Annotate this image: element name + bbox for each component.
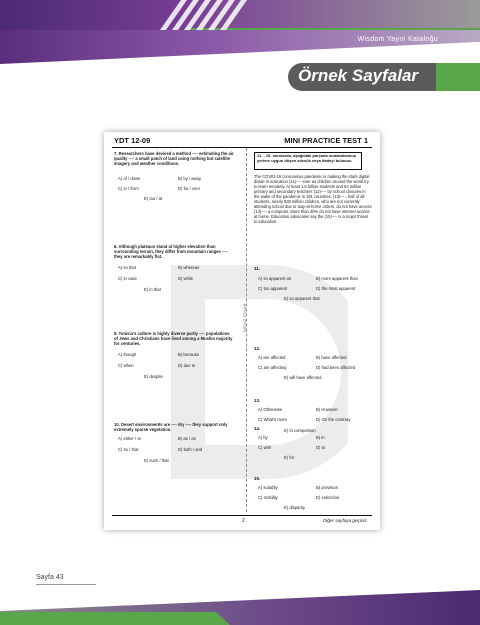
q11-option-b: B) more apparent than [316,276,358,281]
q8-option-b: B) whereas [178,265,200,270]
q10-option-e: E) such / that [144,458,169,463]
q10-option-c: C) so / that [118,447,139,452]
section-title-accent [436,63,480,91]
next-page-note: Diğer sayfaya geçiniz. [323,518,368,523]
q15-option-b: B) provision [316,485,339,490]
q11-option-d: D) the most apparent [316,286,356,291]
q12-option-c: C) are affecting [258,365,287,370]
q14-option-d: D) to [316,445,326,450]
q13-option-c: C) What's more [258,417,287,422]
q15-option-c: C) mobility [258,495,278,500]
q8-option-c: C) in case [118,276,137,281]
q9-option-a: A) though [118,352,137,357]
footer-divider [112,515,372,516]
q7-option-c: C) in / from [118,186,139,191]
q13-option-e: E) In comparison [284,428,316,433]
q12-option-b: B) have affected [316,355,347,360]
q9-option-c: C) when [118,363,134,368]
question-13-number: 13. [254,398,261,403]
q12-option-a: A) are affected [258,355,286,360]
question-7-stem: 7. Researchers have devised a method ---- estimating the air quality ---- a small patch of land using nothing but satellite imagery and weather conditions. [114,151,234,167]
q13-option-b: B) However [316,407,338,412]
q8-option-e: E) in that [144,287,161,292]
q11-option-a: A) so apparent as [258,276,292,281]
instruction-box: 11. - 15. sorularda, aşağıdaki parçada numaralanmış yerlere uygun düşen sözcük veya ifadeyi bulunuz. [254,152,362,170]
question-11-number: 11. [254,266,260,271]
q9-option-e: E) despite [144,374,163,379]
q7-option-e: E) out / at [144,196,163,201]
q10-option-a: A) either / or [118,436,142,441]
question-10-stem: 10. Desert environments are ---- dry ---- they support only extremely sparse vegetation. [114,422,228,433]
q10-option-b: B) as / as [178,436,196,441]
q8-option-d: D) while [178,276,194,281]
q15-option-e: E) disparity [284,505,305,510]
q14-option-b: B) in [316,435,325,440]
q7-option-b: B) by / away [178,176,202,181]
page-number: 2 [242,518,245,524]
question-8-stem: 8. Although plateaus stand at higher elevation than surrounding terrain, they differ from mountain ranges ---- they are remarkably flat. [114,244,228,260]
vertical-brand: DENİZ PINAR [242,303,247,332]
q13-option-a: A) Otherwise [258,407,283,412]
q7-option-a: A) of / down [118,176,141,181]
q11-option-c: C) too apparent [258,286,288,291]
q8-option-a: A) so that [118,265,136,270]
q15-option-d: D) extinction [316,495,340,500]
page-label: Sayfa 43 [36,574,64,581]
bottom-green-strip [0,612,230,625]
header-divider [112,147,372,148]
q7-option-d: D) for / over [178,186,201,191]
q13-option-d: D) On the contrary [316,417,351,422]
q15-option-a: A) suitably [258,485,278,490]
q9-option-b: B) because [178,352,200,357]
section-title: Örnek Sayfalar [298,66,419,85]
test-code: YDT 12-09 [114,136,151,145]
q10-option-d: D) both / and [178,447,203,452]
q14-option-e: E) for [284,455,295,460]
page-label-underline [36,584,96,585]
sample-page [104,132,380,530]
question-14-number: 14. [254,426,261,431]
q14-option-c: C) with [258,445,272,450]
question-15-number: 15. [254,476,261,481]
question-9-stem: 9. Tunisia's culture is highly diverse partly ---- populations of Jews and Christians have lived among a Muslim majority for centuries. [114,331,233,347]
q11-option-e: E) so apparent that [284,296,320,301]
q12-option-e: E) will have affected [284,375,322,380]
test-title: MINI PRACTICE TEST 1 [284,136,368,145]
q9-option-d: D) due to [178,363,196,368]
question-12-number: 12. [254,346,261,351]
q12-option-d: D) had been affected [316,365,356,370]
reading-passage: The COVID-19 coronavirus pandemic is making the stark digital divide in education (11)---- ever as children around the world try to learn remotely. At least 1.5 billion students and 63 million primary and secondary teachers (12)---- by school closures in the wake of the pandemic in 191 countries. (13)----, half of all students, nearly 830 million children, who are not currently attending school due to stay-at-home orders, do not have access (14)---- a computer. More than 40% do not have Internet access at home. Education advocates say the (15)---- is a major threat to education. [254,174,372,224]
catalog-label: Wisdom Yayın Kataloğu [357,36,438,43]
q14-option-a: A) by [258,435,268,440]
